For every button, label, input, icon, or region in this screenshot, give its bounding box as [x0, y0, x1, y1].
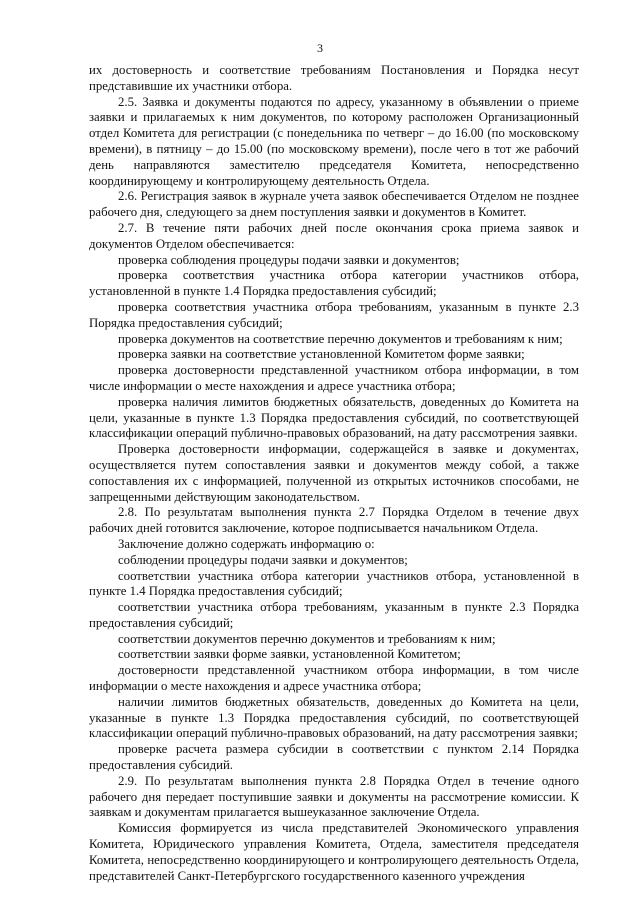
paragraph-2-8: 2.8. По результатам выполнения пункта 2.7 Порядка Отделом в течение двух рабочих дней готовится заключение, которое подписывается начальником Отдела. [89, 505, 579, 536]
list-item: проверка соответствия участника отбора категории участников отбора, установленной в пункте 1.4 Порядка предоставления субсидий; [89, 268, 579, 299]
page-number: 3 [317, 41, 323, 55]
paragraph-2-6: 2.6. Регистрация заявок в журнале учета заявок обеспечивается Отделом не позднее рабочего дня, следующего за днем поступления заявки и документов в Комитет. [89, 189, 579, 220]
paragraph-2-5: 2.5. Заявка и документы подаются по адресу, указанному в объявлении о приеме заявки и прилагаемых к ним документов, по которому расположен Организационный отдел Комитета для регистрации (с понедельника по четверг – до 16.00 (по московскому времени), в пятницу – до 15.00 (по московскому времени), после чего в тот же рабочий день направляются заместителю председателя Комитета, непосредственно координирующему и контролирующему деятельность Отдела. [89, 94, 579, 188]
list-item: проверка соответствия участника отбора требованиям, указанным в пункте 2.3 Порядка предоставления субсидий; [89, 299, 579, 330]
paragraph-2-7: 2.7. В течение пяти рабочих дней после окончания срока приема заявок и документов Отделом обеспечивается: [89, 220, 579, 251]
list-item: достоверности представленной участником отбора информации, в том числе информации о месте нахождения и адресе участника отбора; [89, 663, 579, 694]
paragraph: Проверка достоверности информации, содержащейся в заявке и документах, осуществляется путем сопоставления заявки и документов между собой, а также сопоставления их с информацией, полученной из открытых источников способами, не запрещенными действующим законодательством. [89, 442, 579, 504]
paragraph: Комиссия формируется из числа представителей Экономического управления Комитета, Юридического управления Комитета, Отдела, заместителя председателя Комитета, непосредственно координирующего и контролирующего деятельность Отдела, представителей Санкт-Петербургского государственного казенного учреждения [89, 821, 579, 883]
paragraph-2-9: 2.9. По результатам выполнения пункта 2.8 Порядка Отдел в течение одного рабочего дня передает поступившие заявки и документы на рассмотрение комиссии. К заявкам и документам прилагается вышеуказанное заключение Отдела. [89, 773, 579, 820]
list-item: соответствии участника отбора категории участников отбора, установленной в пункте 1.4 Порядка предоставления субсидий; [89, 568, 579, 599]
list-item: соответствии участника отбора требованиям, указанным в пункте 2.3 Порядка предоставления субсидий; [89, 600, 579, 630]
document-body [89, 63, 579, 884]
list-item: проверка заявки на соответствие установленной Комитетом форме заявки; [118, 347, 525, 362]
list-item: проверке расчета размера субсидии в соответствии с пунктом 2.14 Порядка предоставления субсидий. [89, 742, 579, 773]
list-item: проверка наличия лимитов бюджетных обязательств, доведенных до Комитета на цели, указанные в пункте 1.3 Порядка предоставления субсидий, по соответствующей классификации операций публично-правовых образований, на дату рассмотрения заявки. [89, 394, 579, 441]
list-item: проверка документов на соответствие перечню документов и требованиям к ним; [118, 331, 563, 346]
list-item: соответствии заявки форме заявки, установленной Комитетом; [118, 647, 461, 662]
list-item: соблюдении процедуры подачи заявки и документов; [118, 552, 408, 567]
paragraph: Заключение должно содержать информацию о: [118, 536, 375, 551]
list-item: наличии лимитов бюджетных обязательств, доведенных до Комитета на цели, указанные в пункте 1.3 Порядка предоставления субсидий, по соответствующей классификации операций публично-правовых образований, на дату рассмотрения заявки; [89, 694, 579, 741]
list-item: проверка соблюдения процедуры подачи заявки и документов; [118, 252, 460, 267]
paragraph-continuation: их достоверность и соответствие требованиям Постановления и Порядка несут представившие их участники отбора. [89, 63, 579, 93]
list-item: соответствии документов перечню документов и требованиям к ним; [118, 631, 496, 646]
list-item: проверка достоверности представленной участником отбора информации, в том числе информации о месте нахождения и адресе участника отбора; [89, 363, 579, 393]
